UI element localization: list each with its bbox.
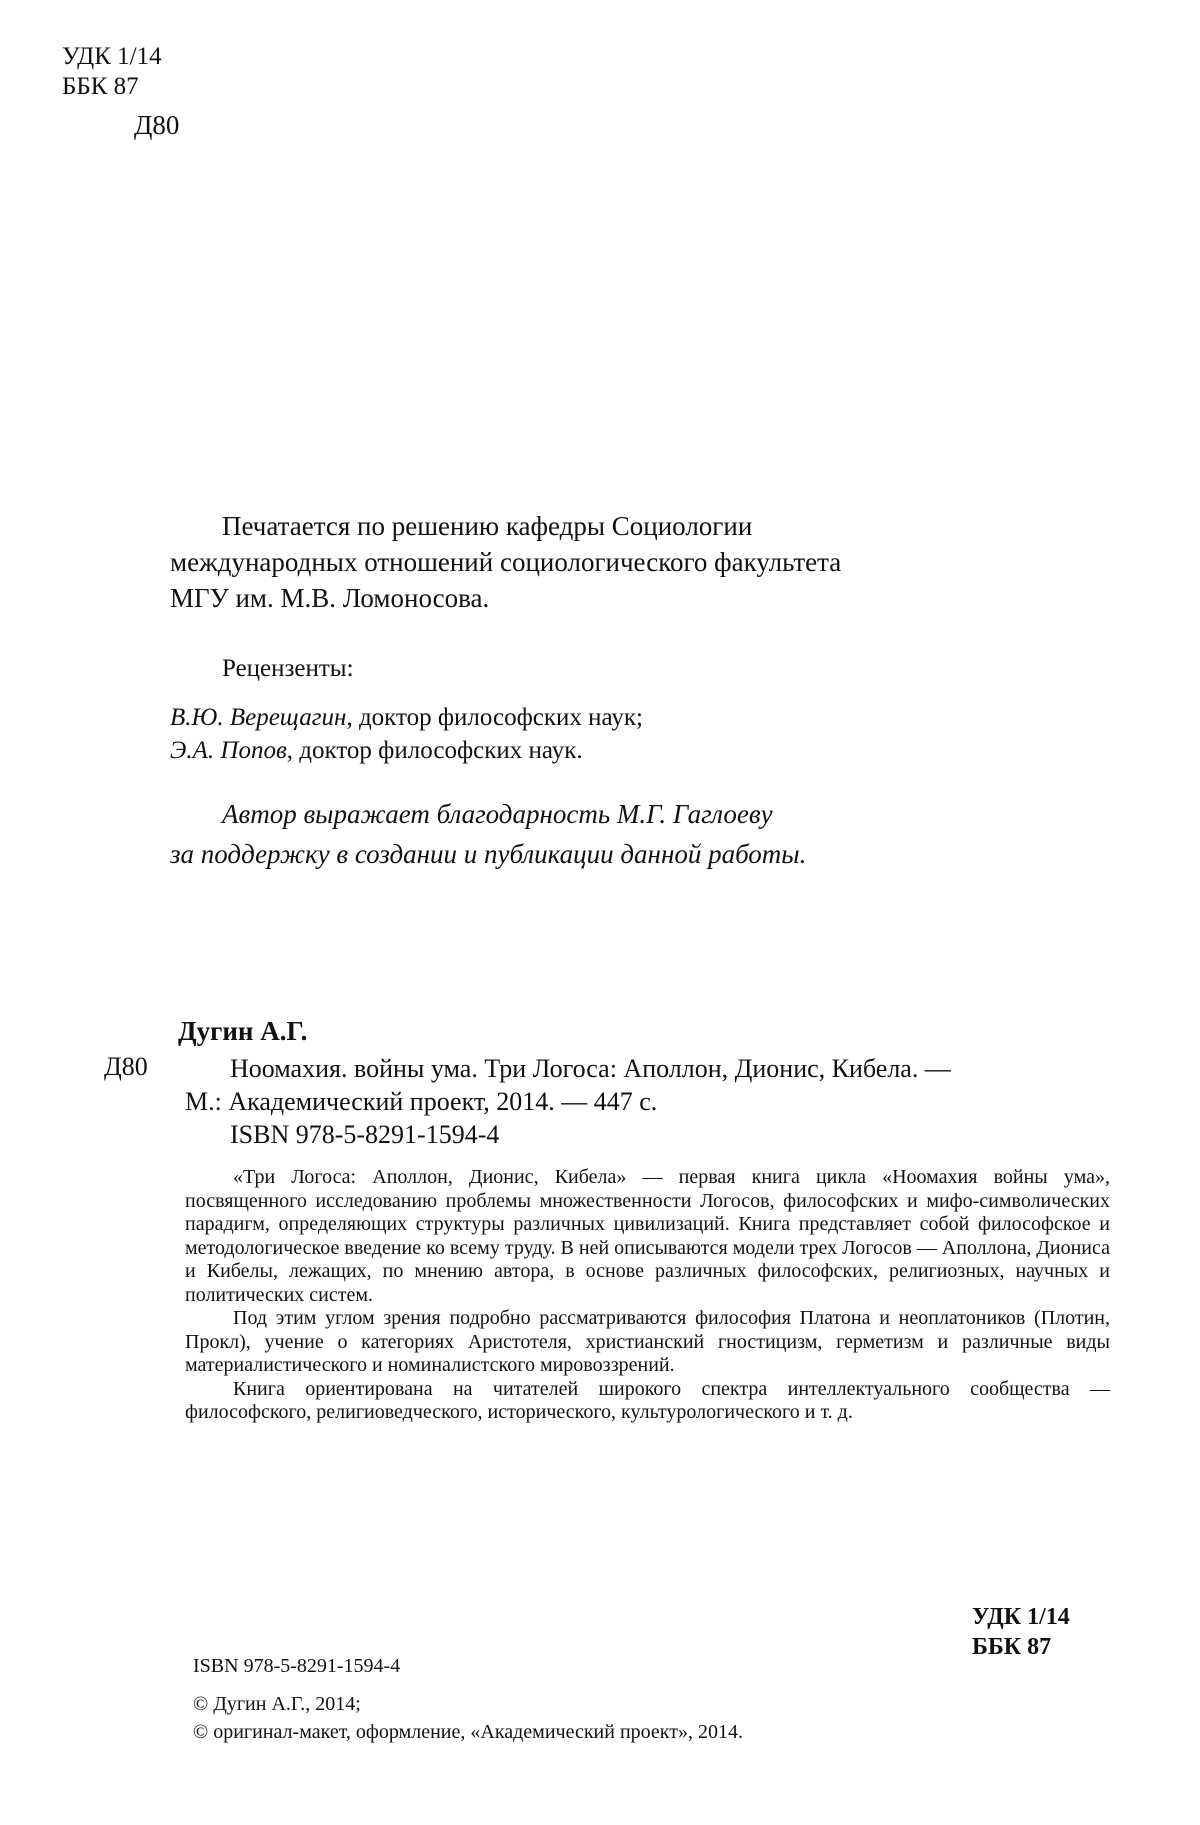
catalog-bibliographic-record — [185, 1052, 951, 1151]
reviewers-block — [170, 652, 643, 767]
copyright-line: © Дугин А.Г., 2014; — [193, 1693, 361, 1715]
copyright-isbn: ISBN 978-5-8291-1594-4 — [193, 1655, 401, 1677]
bottom-classification-codes — [972, 1602, 1070, 1662]
printed-line: МГУ им. М.В. Ломоносова. — [170, 583, 490, 613]
annotation — [185, 1166, 1110, 1425]
printed-line: Печатается по решению кафедры Социологии — [222, 511, 753, 541]
catalog-publisher-line: М.: Академический проект, 2014. — 447 с. — [185, 1087, 658, 1116]
reviewer-name: В.Ю. Верещагин — [170, 704, 347, 731]
bbk-code: ББК 87 — [62, 73, 139, 100]
catalog-author-sign: Д80 — [104, 1052, 148, 1081]
top-classification-codes — [62, 42, 179, 140]
reviewers-heading: Рецензенты: — [222, 655, 354, 682]
catalog-title-line: Ноомахия. войны ума. Три Логоса: Аполлон, Дионис, Кибела. — — [230, 1054, 951, 1083]
reviewer-title: , доктор философских наук. — [286, 737, 583, 764]
annotation-paragraph: Под этим углом зрения подробно рассматриваются философия Платона и неоплатоников (Плотин, Прокл), учение о категориях Аристотеля, христианский гностицизм, герметизм и различные виды материалистического и номиналистского мировоззрений. — [185, 1307, 1110, 1376]
acknowledgement-line: Автор выражает благодарность М.Г. Гаглоеву — [222, 799, 773, 829]
annotation-paragraph: Книга ориентирована на читателей широкого спектра интеллектуального сообщества — философского, религиоведческого, исторического, культурологического и т. д. — [185, 1377, 1110, 1423]
udk-code: УДК 1/14 — [62, 43, 162, 70]
author-sign-code: Д80 — [134, 110, 180, 140]
acknowledgement — [170, 794, 806, 874]
reviewer-title: , доктор философских наук; — [346, 704, 643, 731]
catalog-isbn: ISBN 978-5-8291-1594-4 — [230, 1120, 500, 1149]
udk-code: УДК 1/14 — [972, 1604, 1070, 1630]
catalog-author: Дугин А.Г. — [178, 1016, 308, 1046]
printed-line: международных отношений социологического факультета — [170, 547, 842, 577]
printed-by-decision — [170, 508, 841, 616]
copyright-block — [193, 1652, 743, 1746]
reviewer-entry — [170, 734, 643, 767]
reviewer-name: Э.А. Попов — [170, 737, 287, 764]
reviewer-entry — [170, 701, 643, 734]
acknowledgement-line: за поддержку в создании и публикации данной работы. — [170, 839, 807, 869]
annotation-paragraph: «Три Логоса: Аполлон, Дионис, Кибела» — первая книга цикла «Ноомахия войны ума», посвященного исследованию проблемы множественности Логосов, философских и мифо-символических парадигм, определяющих структуры различных цивилизаций. Книга представляет собой философское и методологическое введение ко всему труду. В ней описываются модели трех Логосов — Аполлона, Диониса и Кибелы, лежащих, по мнению автора, в основе различных философских, религиозных, научных и политических систем. — [185, 1166, 1110, 1306]
copyright-line: © оригинал-макет, оформление, «Академический проект», 2014. — [193, 1721, 743, 1743]
bbk-code: ББК 87 — [972, 1634, 1052, 1660]
